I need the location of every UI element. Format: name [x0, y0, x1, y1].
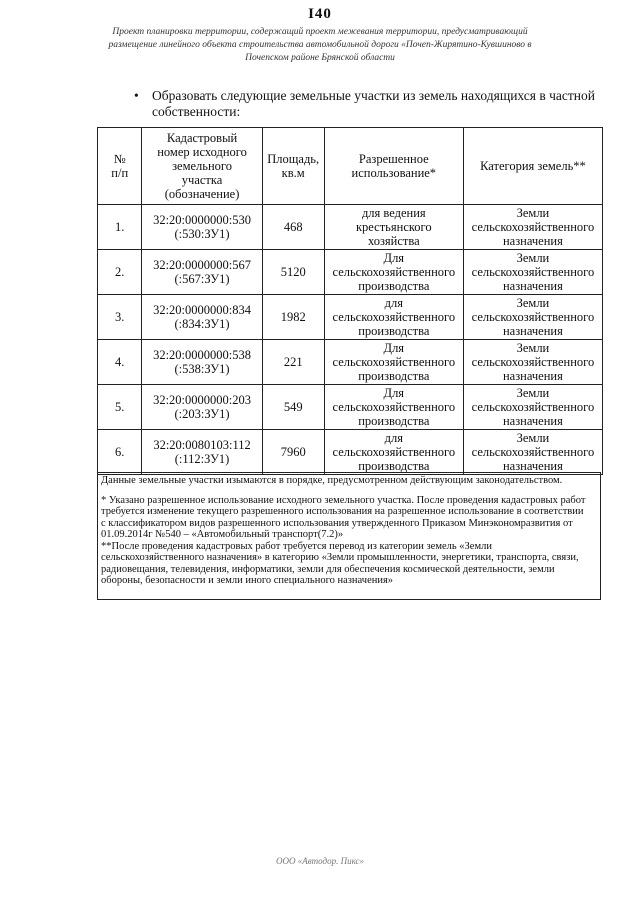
cadastral-cell: 32:20:0000000:203 (:203:ЗУ1) — [142, 385, 262, 430]
use-cell: Для сельскохозяйственного производства — [324, 250, 463, 295]
cadastral-cell: 32:20:0080103:112 (:112:ЗУ1) — [142, 430, 262, 475]
table-row — [98, 295, 603, 340]
use-cell: для ведения крестьянского хозяйства — [324, 205, 463, 250]
row-number: 1. — [98, 205, 142, 250]
category-cell: Земли сельскохозяйственного назначения — [463, 385, 602, 430]
footer-company: ООО «Автодор. Пикс» — [276, 856, 364, 866]
area-cell: 221 — [262, 340, 324, 385]
page-number: I40 — [308, 6, 332, 22]
notes-box — [97, 472, 601, 600]
bullet-text-line: собственности: — [152, 104, 241, 119]
row-number: 5. — [98, 385, 142, 430]
use-cell: для сельскохозяйственного производства — [324, 295, 463, 340]
cadastral-cell: 32:20:0000000:530 (:530:ЗУ1) — [142, 205, 262, 250]
use-cell: для сельскохозяйственного производства — [324, 430, 463, 475]
bullet-paragraph — [134, 88, 612, 120]
cadastral-cell: 32:20:0000000:538 (:538:ЗУ1) — [142, 340, 262, 385]
footnote-line: радиовещания, телевидения, информатики, земли для обеспечения космической деятельности, земли — [101, 563, 555, 575]
header-cadastral-number: Кадастровый номер исходного земельного участка (обозначение) — [142, 128, 262, 205]
footnote-line: с классификатором видов разрешенного использования утвержденного Приказом Минэкономразвития от — [101, 517, 573, 529]
area-cell: 549 — [262, 385, 324, 430]
row-number: 3. — [98, 295, 142, 340]
category-cell: Земли сельскохозяйственного назначения — [463, 430, 602, 475]
area-cell: 7960 — [262, 430, 324, 475]
footnote-line: обороны, безопасности и земли иного специального назначения» — [101, 575, 394, 586]
bullet-text-line: Образовать следующие земельные участки из земель находящихся в частной — [152, 88, 595, 103]
table-row — [98, 250, 603, 295]
header-line: Проект планировки территории, содержащий проект межевания территории, предусматривающий — [112, 27, 528, 37]
row-number: 6. — [98, 430, 142, 475]
table-row — [98, 385, 603, 430]
bullet-icon: • — [134, 88, 139, 103]
cadastral-cell: 32:20:0000000:567 (:567:ЗУ1) — [142, 250, 262, 295]
area-cell: 468 — [262, 205, 324, 250]
table-header-row — [98, 128, 603, 205]
category-cell: Земли сельскохозяйственного назначения — [463, 295, 602, 340]
row-number: 4. — [98, 340, 142, 385]
category-cell: Земли сельскохозяйственного назначения — [463, 340, 602, 385]
document-header — [100, 26, 540, 65]
land-parcels-table — [97, 127, 603, 475]
use-cell: Для сельскохозяйственного производства — [324, 340, 463, 385]
footnote-line: * Указано разрешенное использование исходного земельного участка. После проведения кадастровых работ — [101, 494, 586, 506]
table-row — [98, 205, 603, 250]
header-line: Почепском районе Брянской области — [245, 53, 395, 63]
footnote-line: сельскохозяйственного назначения» в категорию «Земли промышленности, энергетики, транспорта, связи, — [101, 552, 579, 563]
area-cell: 5120 — [262, 250, 324, 295]
area-cell: 1982 — [262, 295, 324, 340]
use-cell: Для сельскохозяйственного производства — [324, 385, 463, 430]
category-cell: Земли сельскохозяйственного назначения — [463, 250, 602, 295]
header-land-category: Категория земель** — [463, 128, 602, 205]
header-number: № п/п — [98, 128, 142, 205]
cadastral-cell: 32:20:0000000:834 (:834:ЗУ1) — [142, 295, 262, 340]
footnote-line: требуется изменение текущего разрешенного использования на разрешенное использование в соответствии — [101, 506, 584, 517]
footnote-line: 01.09.2014г №540 – «Автомобильный транспорт(7.2)» — [101, 529, 344, 540]
spacer — [101, 487, 597, 495]
seized-note: Данные земельные участки изымаются в порядке, предусмотренном действующим законодательством. — [101, 475, 563, 486]
category-cell: Земли сельскохозяйственного назначения — [463, 205, 602, 250]
footnote-line: **После проведения кадастровых работ требуется перевод из категории земель «Земли — [101, 540, 492, 552]
header-permitted-use: Разрешенное использование* — [324, 128, 463, 205]
table-row — [98, 430, 603, 475]
row-number: 2. — [98, 250, 142, 295]
header-line: размещение линейного объекта строительства автомобильной дороги «Почеп-Жирятино-Кувшиново в — [108, 40, 532, 50]
header-area: Площадь, кв.м — [262, 128, 324, 205]
table-row — [98, 340, 603, 385]
